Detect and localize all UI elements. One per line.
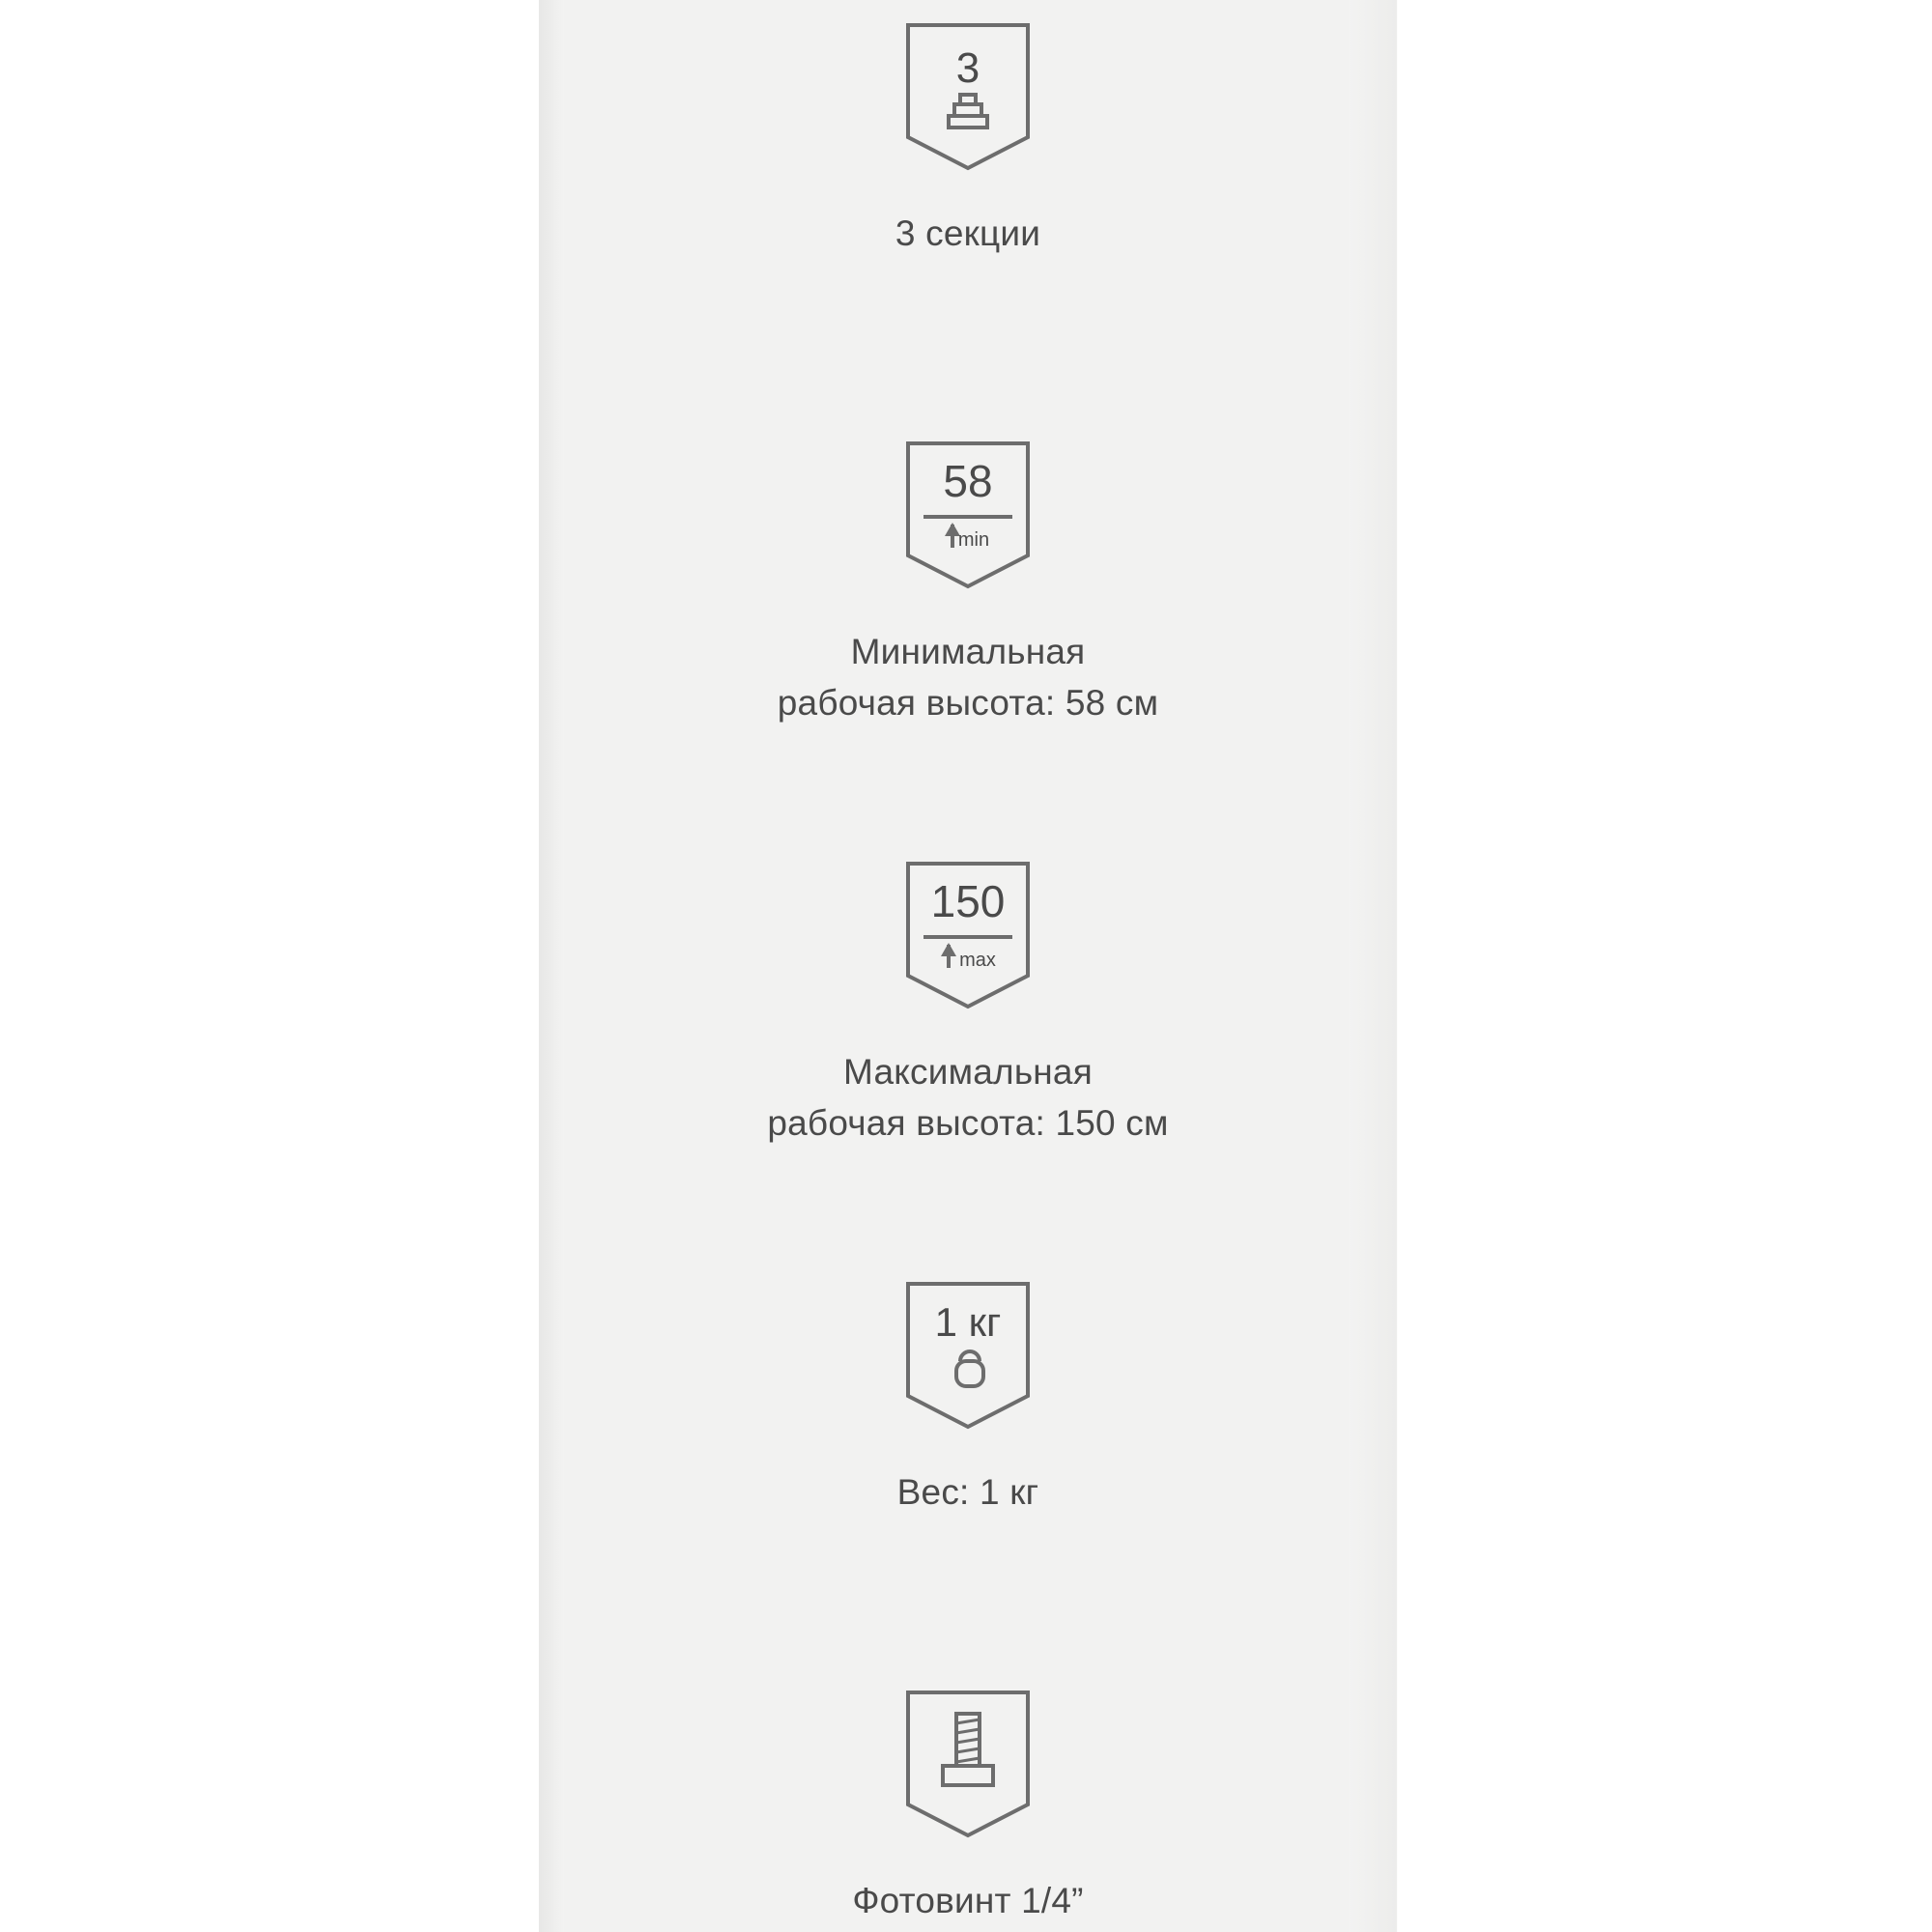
max-height-caption	[539, 1047, 1397, 1149]
min-height-badge-value: 58	[943, 456, 993, 506]
weight-caption	[539, 1467, 1397, 1519]
feature-weight	[539, 1280, 1397, 1519]
sections-stack-icon	[900, 21, 1036, 176]
sections-caption	[539, 209, 1397, 260]
svg-text:min: min	[957, 529, 990, 551]
feature-min-height	[539, 440, 1397, 728]
feature-sections	[539, 21, 1397, 260]
min-height-arrow-icon	[900, 440, 1036, 594]
weight-badge-value: 1 кг	[934, 1299, 1002, 1345]
photo-screw-icon	[900, 1689, 1036, 1843]
min-height-caption-line-2: рабочая высота: 58 см	[777, 682, 1159, 723]
max-height-badge-value: 150	[930, 876, 1006, 926]
min-height-caption-line-1: Минимальная	[850, 632, 1086, 671]
min-height-caption	[539, 627, 1397, 728]
max-height-arrow-icon	[900, 860, 1036, 1014]
feature-max-height	[539, 860, 1397, 1149]
photo-screw-caption	[539, 1876, 1397, 1927]
page-margin-right	[1397, 0, 1932, 1932]
feature-photo-screw	[539, 1689, 1397, 1927]
svg-text:max: max	[959, 950, 996, 971]
weight-caption-line-1: Вес: 1 кг	[896, 1472, 1039, 1512]
max-height-caption-line-1: Максимальная	[843, 1052, 1093, 1092]
weight-kettlebell-icon	[900, 1280, 1036, 1435]
max-height-caption-line-2: рабочая высота: 150 см	[767, 1102, 1169, 1143]
sections-badge-value: 3	[955, 44, 980, 92]
photo-screw-caption-line-1: Фотовинт 1/4”	[852, 1881, 1084, 1920]
page-margin-left	[0, 0, 539, 1932]
sections-caption-line-1: 3 секции	[895, 213, 1041, 253]
